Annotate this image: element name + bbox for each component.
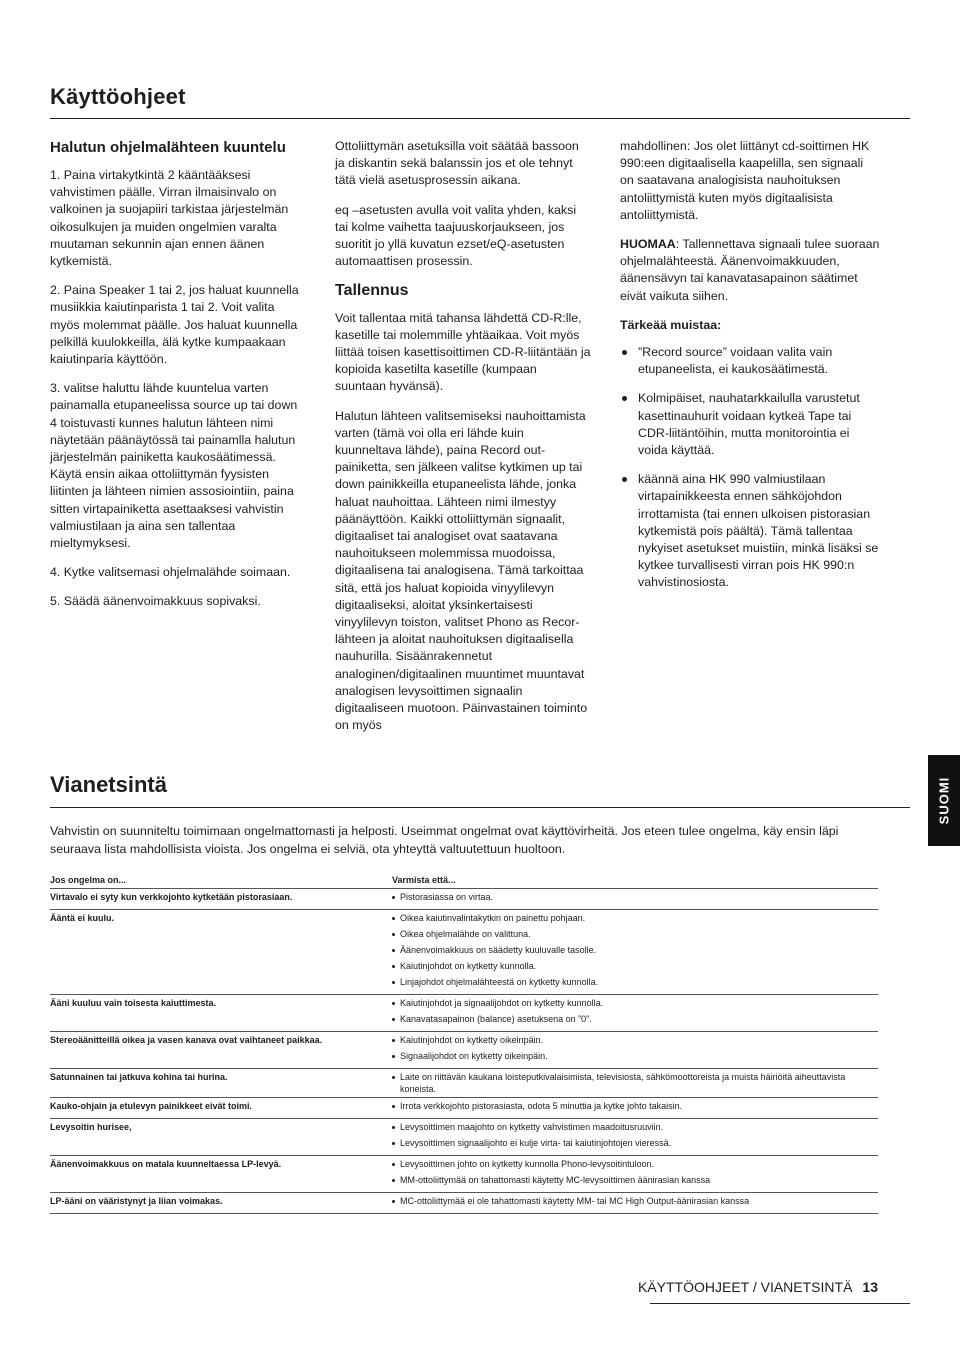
- troubleshooting-intro: Vahvistin on suunniteltu toimimaan ongelmattomasti ja helposti. Useimmat ongelmat ovat käyttövirheitä. Jos eteen tulee ongelma, käy ensin läpi seuraava lista mahdollisista vioista. Jos ongelma ei selviä, ota yhteyttä valtuutettuun huoltoon.: [50, 824, 839, 856]
- language-tab-label: SUOMI: [936, 776, 952, 825]
- check-item: [392, 997, 878, 1013]
- table-row: [50, 889, 878, 910]
- bullet-icon: [392, 1105, 395, 1108]
- check-item: [392, 976, 878, 992]
- check-item: [392, 1034, 878, 1050]
- check-item: [392, 1071, 878, 1095]
- bullet-icon: [622, 350, 627, 355]
- bullet-icon: [392, 1039, 395, 1042]
- check-column-header: Varmista että...: [392, 872, 878, 889]
- note-text: : Tallennettava signaali tulee suoraan ohjelmalähteestä. Äänenvoimakkuuden, äänensävyn tai kanavatasapainon säätimet eivät vaikuta siihen.: [620, 237, 880, 303]
- check-text: Levysoittimen johto on kytketty kunnolla Phono-levysoitintuloon.: [400, 1159, 655, 1169]
- check-item: [392, 1158, 878, 1174]
- tip-text: Kolmipäiset, nauhatarkkailulla varustetut kasettinauhurit voidaan kytkeä Tape tai CDR-liitäntöihin, mutta monitorointia ei voida käyttää.: [638, 391, 860, 458]
- check-text: MC-ottoliittymää ei ole tahattomasti käytetty MM- tai MC High Output-äänirasian kanssa: [400, 1196, 750, 1206]
- eq-paragraph: eq –asetusten avulla voit valita yhden, kaksi tai kolme vaihetta taajuuskorjaukseen, jos suoritit jo yllä kuvatun ezset/eQ-asetusten automaattisen prosessin.: [335, 202, 577, 269]
- check-cell: [392, 910, 878, 995]
- bullet-icon: [392, 1179, 395, 1182]
- digital-paragraph: mahdollinen: Jos olet liittänyt cd-soittimen HK 990:een digitaalisella kaapelilla, sen signaali on saatavana analogisista nauhoituksen antoliittymistä kuten myös digitaalisista antoliittymistä.: [620, 139, 870, 222]
- table-row: [50, 1098, 878, 1119]
- recording-heading: Tallennus: [335, 282, 409, 300]
- problem-cell: Stereoäänitteillä oikea ja vasen kanava ovat vaihtaneet paikkaa.: [50, 1032, 392, 1069]
- check-cell: [392, 1156, 878, 1193]
- table-row: [50, 1156, 878, 1193]
- problem-cell: Levysoitin hurisee,: [50, 1119, 392, 1156]
- bullet-icon: [392, 1055, 395, 1058]
- check-text: Oikea kaiutinvalintakytkin on painettu pohjaan.: [400, 913, 586, 923]
- step-5: 5. Säädä äänenvoimakkuus sopivaksi.: [50, 594, 261, 609]
- tip-text: ”Record source” voidaan valita vain etupaneelista, ei kaukosäätimestä.: [638, 345, 833, 377]
- tip-text: käännä aina HK 990 valmiustilaan virtapainikkeesta ennen sähköjohdon irrottamista (tai ennen ulkoisen pistorasian kytkemistä pois päältä). Tämä tallentaa nykyiset asetukset muistiin, minkä lisäksi se kytkee turvallisesti virran pois HK 990:n vahvistinosiosta.: [638, 472, 879, 590]
- check-item: [392, 1174, 878, 1190]
- tips-heading: Tärkeää muistaa:: [620, 317, 722, 332]
- check-item: [392, 1100, 878, 1116]
- check-cell: [392, 1069, 878, 1098]
- problem-cell: Kauko-ohjain ja etulevyn painikkeet eivät toimi.: [50, 1098, 392, 1119]
- recording-paragraph-1: Voit tallentaa mitä tahansa lähdettä CD-R:lle, kasetille tai molemmille yhtäaikaa. Voit myös liittää toisen kasettisoittimen CD-R-liitäntään ja kopioida kasetilta kasetille (kumpaan suuntaan hyvänsä).: [335, 310, 591, 394]
- step-3: 3. valitse haluttu lähde kuuntelua varten painamalla etupaneelissa source up tai down 4 toistuvasti kunnes halutun lähteen nimi näytetään päänäytössä tai painamlla halutun järjestelmän painiketta kaukosäätimessä. Käytä ensin aikaa ottoliittymän fyysisten liitinten ja lähteen nimien assosiointiin, paina sitten virtapainiketta asettaaksesi vahvistin valmiustilaan ja aina sen tallentaa mieltymyksesi.: [50, 381, 298, 551]
- check-text: Oikea ohjelmalähde on valittuna.: [400, 929, 531, 939]
- problem-cell: Ääntä ei kuulu.: [50, 910, 392, 995]
- check-item: [392, 944, 878, 960]
- check-text: Levysoittimen signaalijohto ei kulje virta- tai kaiutinjohtojen vieressä.: [400, 1138, 672, 1148]
- check-cell: [392, 1193, 878, 1214]
- recording-paragraph-2: Halutun lähteen valitsemiseksi nauhoittamista varten (tämä voi olla eri lähde kuin kuunneltava lähde), paina Record out-painiketta, sen jälkeen valitse kytkimen up tai down painikkeilla etupaneelista lähde, jonka haluat nauhoittaa. Lähteen nimi ilmestyy päänäyttöön. Kaikki ottoliittymän signaalit, digitaaliset tai analogiset ovat saatavana nauhoitukseen molemmissa muodoissa, digitaalisena tai analogisena. Tämä tarkoittaa sitä, että jos haluat kopioida vinyylilevyn digitaaliseksi, aloitat yksinkertaisesti vinyylilevyn toiston, valitset Phono as Recor-lähteen ja aloitat nauhoituksen digitaalisella nauhurilla. Sisäänrakennetut analoginen/digitaalinen muuntimet muuntavat analogisen levysoittimen signaalin digitaaliseen muotoon. Päinvastainen toiminto on myös: [335, 408, 588, 733]
- bullet-icon: [392, 1200, 395, 1203]
- page-title: Käyttöohjeet: [50, 84, 186, 109]
- problem-cell: Satunnainen tai jatkuva kohina tai hurina.: [50, 1069, 392, 1098]
- problem-cell: Äänenvoimakkuus on matala kuunneltaessa LP-levyä.: [50, 1156, 392, 1193]
- check-text: Kaiutinjohdot on kytketty kunnolla.: [400, 961, 537, 971]
- bullet-icon: [392, 1142, 395, 1145]
- tip-item: [620, 344, 880, 378]
- problem-column-header: Jos ongelma on...: [50, 872, 392, 889]
- check-cell: [392, 995, 878, 1032]
- bullet-icon: [392, 896, 395, 899]
- bullet-icon: [392, 949, 395, 952]
- check-text: Linjajohdot ohjelmalähteestä on kytketty kunnolla.: [400, 977, 599, 987]
- language-tab: [928, 755, 960, 846]
- tone-paragraph: Ottoliittymän asetuksilla voit säätää bassoon ja diskantin sekä balanssin jos et ole tehnyt tätä vielä asetusprosessin aikana.: [335, 139, 579, 188]
- tip-item: [620, 390, 880, 459]
- page-footer: [638, 1279, 878, 1295]
- table-row: [50, 1119, 878, 1156]
- table-row: [50, 910, 878, 995]
- page-number: 13: [862, 1279, 878, 1295]
- check-item: [392, 1121, 878, 1137]
- check-text: Kanavatasapainon (balance) asetuksena on ”0”.: [400, 1014, 592, 1024]
- problem-cell: Ääni kuuluu vain toisesta kaiuttimesta.: [50, 995, 392, 1032]
- bullet-icon: [392, 1163, 395, 1166]
- check-text: Signaalijohdot on kytketty oikeinpäin.: [400, 1051, 548, 1061]
- check-text: MM-ottoliittymää on tahattomasti käytetty MC-levysoittimen äänirasian kanssa: [400, 1175, 711, 1185]
- footer-divider: [650, 1303, 910, 1304]
- bullet-icon: [392, 965, 395, 968]
- listening-heading: Halutun ohjelmalähteen kuuntelu: [50, 139, 286, 156]
- check-text: Äänenvoimakkuus on säädetty kuuluvalle tasolle.: [400, 945, 597, 955]
- bullet-icon: [392, 1076, 395, 1079]
- step-4: 4. Kytke valitsemasi ohjelmalähde soimaan.: [50, 565, 291, 580]
- check-item: [392, 960, 878, 976]
- check-text: Kaiutinjohdot ja signaalijohdot on kytketty kunnolla.: [400, 998, 604, 1008]
- check-cell: [392, 1032, 878, 1069]
- check-text: Irrota verkkojohto pistorasiasta, odota 5 minuttia ja kytke johto takaisin.: [400, 1101, 683, 1111]
- table-row: [50, 1069, 878, 1098]
- footer-section-label: KÄYTTÖOHJEET / VIANETSINTÄ: [637, 1279, 853, 1295]
- bullet-icon: [392, 917, 395, 920]
- column-listening: [50, 138, 306, 623]
- check-item: [392, 1195, 878, 1211]
- bullet-icon: [622, 396, 627, 401]
- bullet-icon: [392, 981, 395, 984]
- troubleshooting-divider: [50, 807, 910, 808]
- check-item: [392, 1137, 878, 1153]
- check-text: Pistorasiassa on virtaa.: [400, 892, 494, 902]
- problem-cell: Virtavalo ei syty kun verkkojohto kytketään pistorasiaan.: [50, 892, 293, 902]
- check-cell: [392, 1119, 878, 1156]
- check-item: [392, 928, 878, 944]
- note-paragraph: [620, 236, 880, 305]
- note-label: HUOMAA: [620, 237, 676, 252]
- column-recording: [335, 138, 591, 747]
- step-2: 2. Paina Speaker 1 tai 2, jos haluat kuunnella musiikkia kaiutinparista 1 tai 2. Voit valita myös molemmat päälle. Jos haluat kuunnella pelkillä kuulokkeilla, älä kytke kumpaakaan kaiutinparia käyttöön.: [50, 283, 299, 367]
- bullet-icon: [392, 1002, 395, 1005]
- tip-item: [620, 471, 880, 591]
- problem-cell: LP-ääni on vääristynyt ja liian voimakas.: [50, 1193, 392, 1214]
- bullet-icon: [392, 1126, 395, 1129]
- check-item: [392, 1013, 878, 1029]
- bullet-icon: [622, 477, 627, 482]
- bullet-icon: [392, 933, 395, 936]
- table-row: [50, 1032, 878, 1069]
- table-header-row: [50, 872, 878, 889]
- column-notes: [620, 138, 880, 604]
- tips-list: [620, 344, 880, 592]
- troubleshooting-title: Vianetsintä: [50, 772, 167, 797]
- check-text: Levysoittimen maajohto on kytketty vahvistimen maadoitusruuviin.: [400, 1122, 664, 1132]
- table-row: [50, 1193, 878, 1214]
- check-cell: [392, 1098, 878, 1119]
- check-text: Kaiutinjohdot on kytketty oikeinpäin.: [400, 1035, 544, 1045]
- bullet-icon: [392, 1018, 395, 1021]
- check-item: [392, 891, 878, 907]
- title-divider: [50, 118, 910, 119]
- check-item: [392, 912, 878, 928]
- table-row: [50, 995, 878, 1032]
- check-item: [392, 1050, 878, 1066]
- check-text: Laite on riittävän kaukana loisteputkivalaisimista, televisiosta, sähkömoottoreista ja muista häiriöitä aiheuttavista koneista.: [400, 1072, 846, 1094]
- step-1: 1. Paina virtakytkintä 2 kääntääksesi vahvistimen päälle. Virran ilmaisinvalo on valkoinen ja suojapiiri tarkistaa järjestelmän oikosulkujen ja muiden ongelmien varalta muutaman sekunnin ajan ennen äänen kytkemistä.: [50, 168, 289, 269]
- troubleshooting-table: [50, 872, 878, 1214]
- check-cell: [392, 889, 878, 910]
